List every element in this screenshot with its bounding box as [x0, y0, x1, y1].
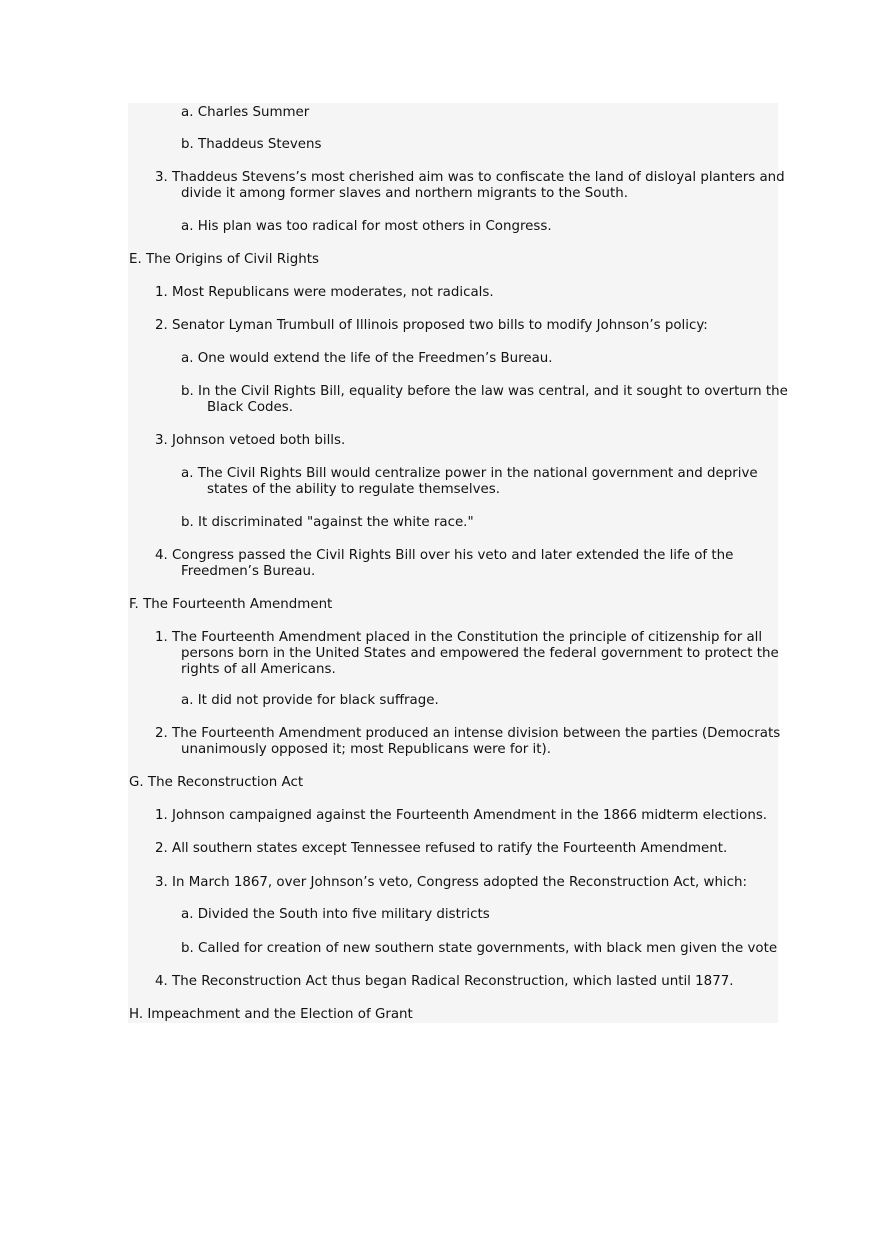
outline-item [155, 974, 734, 990]
outline-item [181, 693, 439, 709]
item-marker: 2. [155, 318, 168, 333]
outline-item [181, 351, 553, 367]
outline-item [155, 170, 785, 186]
item-text: The Reconstruction Act [147, 775, 304, 790]
outline-item [181, 137, 321, 153]
item-text: One would extend the life of the Freedmen’s Bureau. [197, 351, 553, 366]
item-text: Divided the South into five military districts [197, 907, 490, 922]
item-marker: a. [181, 907, 194, 922]
item-marker: 1. [155, 630, 168, 645]
item-marker: a. [181, 693, 194, 708]
item-marker: a. [181, 105, 194, 120]
item-text: In the Civil Rights Bill, equality before the law was central, and it sought to overturn the [198, 384, 788, 399]
item-marker: 3. [155, 875, 168, 890]
outline-item [181, 515, 474, 531]
item-marker: a. [181, 466, 194, 481]
item-continuation: Black Codes. [207, 400, 293, 415]
outline-item [155, 875, 747, 891]
item-text: Thaddeus Stevens [198, 137, 322, 152]
outline-item [181, 384, 788, 400]
item-text: It did not provide for black suffrage. [197, 693, 439, 708]
outline-item [155, 630, 762, 646]
item-text: The Fourteenth Amendment [143, 597, 333, 612]
item-continuation: Freedmen’s Bureau. [181, 564, 316, 579]
item-marker: b. [181, 941, 194, 956]
item-marker: b. [181, 515, 194, 530]
item-text: Johnson campaigned against the Fourteenth Amendment in the 1866 midterm elections. [172, 808, 768, 823]
item-marker: 1. [155, 285, 168, 300]
item-text: Thaddeus Stevens’s most cherished aim was to confiscate the land of disloyal planters and [172, 170, 785, 185]
section-heading [129, 597, 332, 613]
item-text: Charles Summer [197, 105, 310, 120]
item-continuation: rights of all Americans. [181, 662, 336, 677]
item-text: The Origins of Civil Rights [145, 252, 319, 267]
outline-item [155, 548, 733, 564]
outline-item [181, 941, 777, 957]
item-marker: a. [181, 219, 194, 234]
item-marker: 2. [155, 726, 168, 741]
item-text: The Fourteenth Amendment produced an intense division between the parties (Democrats [172, 726, 781, 741]
outline-item [181, 907, 490, 923]
outline-item [155, 318, 708, 334]
item-text: Called for creation of new southern state governments, with black men given the vote [198, 941, 778, 956]
item-text: It discriminated "against the white race." [198, 515, 474, 530]
item-text: All southern states except Tennessee refused to ratify the Fourteenth Amendment. [172, 841, 728, 856]
section-heading [129, 252, 319, 268]
item-text: In March 1867, over Johnson’s veto, Congress adopted the Reconstruction Act, which: [172, 875, 748, 890]
item-text: Impeachment and the Election of Grant [147, 1007, 413, 1022]
item-text: Congress passed the Civil Rights Bill over his veto and later extended the life of the [172, 548, 734, 563]
section-heading [129, 775, 303, 791]
item-text: His plan was too radical for most others in Congress. [197, 219, 552, 234]
item-marker: b. [181, 384, 194, 399]
item-marker: 2. [155, 841, 168, 856]
outline-item [155, 285, 494, 301]
item-marker: b. [181, 137, 194, 152]
item-marker: 1. [155, 808, 168, 823]
item-marker: 3. [155, 433, 168, 448]
item-continuation: states of the ability to regulate themselves. [207, 482, 501, 497]
outline-item [155, 841, 727, 857]
item-continuation: divide it among former slaves and northern migrants to the South. [181, 186, 628, 201]
item-continuation: persons born in the United States and empowered the federal government to protect the [181, 646, 779, 661]
item-text: The Civil Rights Bill would centralize power in the national government and deprive [197, 466, 758, 481]
outline-item [181, 219, 552, 235]
item-text: The Reconstruction Act thus began Radical Reconstruction, which lasted until 1877. [172, 974, 734, 989]
item-marker: H. [129, 1007, 144, 1022]
outline-item [155, 433, 345, 449]
item-text: Johnson vetoed both bills. [172, 433, 346, 448]
outline-item [181, 466, 758, 482]
outline-item [155, 726, 780, 742]
item-marker: 3. [155, 170, 168, 185]
section-heading [129, 1007, 413, 1023]
item-continuation: unanimously opposed it; most Republicans were for it). [181, 742, 551, 757]
item-text: The Fourteenth Amendment placed in the Constitution the principle of citizenship for all [172, 630, 763, 645]
item-marker: E. [129, 252, 142, 267]
outline-item [181, 105, 309, 121]
item-text: Senator Lyman Trumbull of Illinois proposed two bills to modify Johnson’s policy: [172, 318, 708, 333]
item-marker: G. [129, 775, 144, 790]
item-marker: 4. [155, 548, 168, 563]
item-marker: F. [129, 597, 139, 612]
item-marker: 4. [155, 974, 168, 989]
outline-item [155, 808, 767, 824]
item-text: Most Republicans were moderates, not radicals. [172, 285, 494, 300]
item-marker: a. [181, 351, 194, 366]
